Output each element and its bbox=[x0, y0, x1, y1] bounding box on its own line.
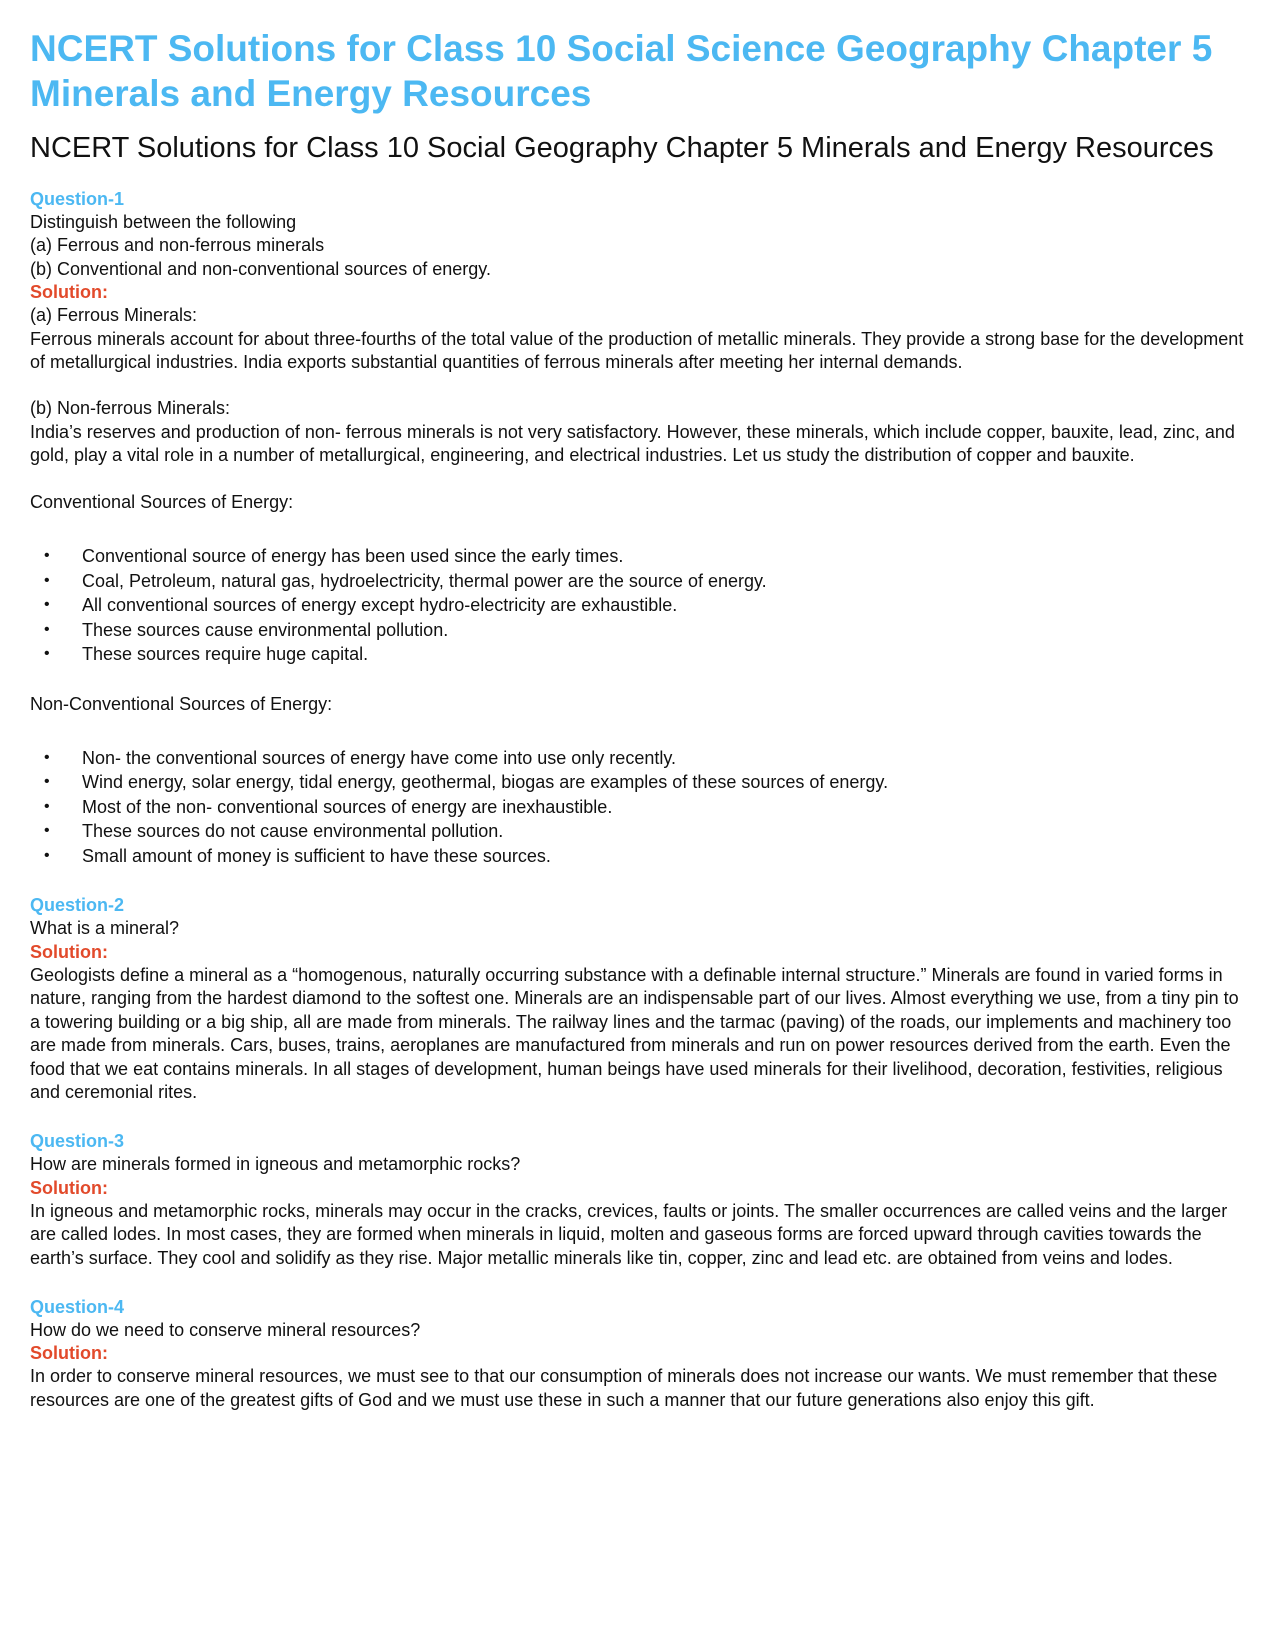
list-item: • Wind energy, solar energy, tidal energy, geothermal, biogas are examples of these sources of energy. bbox=[82, 770, 1245, 795]
conventional-list bbox=[30, 544, 1245, 667]
solution-label: Solution: bbox=[30, 1177, 108, 1198]
question-label: Question-1 bbox=[30, 189, 125, 209]
subheading: (b) Non-ferrous Minerals: bbox=[30, 398, 231, 419]
question-text: How do we need to conserve mineral resources? bbox=[30, 1319, 421, 1340]
question-3 bbox=[30, 1130, 1245, 1270]
non-conventional-list bbox=[30, 746, 1245, 869]
list-item: • Non- the conventional sources of energy have come into use only recently. bbox=[82, 746, 1245, 771]
list-item: • Coal, Petroleum, natural gas, hydroelectricity, thermal power are the source of energy. bbox=[82, 569, 1245, 594]
list-item: • All conventional sources of energy except hydro-electricity are exhaustible. bbox=[82, 593, 1245, 618]
list-item: • These sources cause environmental pollution. bbox=[82, 618, 1245, 643]
question-text: (a) Ferrous and non-ferrous minerals bbox=[30, 235, 325, 256]
question-text: (b) Conventional and non-conventional sources of energy. bbox=[30, 258, 491, 279]
list-item: • These sources require huge capital. bbox=[82, 642, 1245, 667]
question-label: Question-4 bbox=[30, 1296, 125, 1317]
question-label: Question-2 bbox=[30, 895, 125, 916]
subheading: (a) Ferrous Minerals: bbox=[30, 305, 198, 326]
question-1 bbox=[30, 188, 1245, 868]
subheading: Conventional Sources of Energy: bbox=[30, 491, 294, 512]
solution-label: Solution: bbox=[30, 1343, 108, 1364]
list-item: • Conventional source of energy has been used since the early times. bbox=[82, 544, 1245, 569]
answer-text: In order to conserve mineral resources, we must see to that our consumption of minerals does not increase our wants. We must remember that these resources are one of the greatest gifts of God and we must use these in such a manner that our future generations also enjoy this gift. bbox=[30, 1366, 1218, 1410]
page-subtitle: NCERT Solutions for Class 10 Social Geography Chapter 5 Minerals and Energy Resources bbox=[30, 132, 1214, 164]
question-2 bbox=[30, 894, 1245, 1104]
solution-label: Solution: bbox=[30, 282, 108, 303]
subheading: Non-Conventional Sources of Energy: bbox=[30, 693, 333, 714]
question-text: What is a mineral? bbox=[30, 918, 180, 939]
answer-text: In igneous and metamorphic rocks, minerals may occur in the cracks, crevices, faults or joints. The smaller occurrences are called veins and the larger are called lodes. In most cases, they are formed when minerals in liquid, molten and gaseous forms are forced upward through cavities towards the earth’s surface. They cool and solidify as they rise. Major metallic minerals like tin, copper, zinc and lead etc. are obtained from veins and lodes. bbox=[30, 1200, 1228, 1268]
question-text: How are minerals formed in igneous and metamorphic rocks? bbox=[30, 1154, 521, 1175]
list-item: • These sources do not cause environmental pollution. bbox=[82, 819, 1245, 844]
solution-label: Solution: bbox=[30, 941, 108, 962]
list-item: • Small amount of money is sufficient to have these sources. bbox=[82, 844, 1245, 869]
paragraph: India’s reserves and production of non- ferrous minerals is not very satisfactory. However, these minerals, which include copper, bauxite, lead, zinc, and gold, play a vital role in a number of metallurgical, engineering, and electrical industries. Let us study the distribution of copper and bauxite. bbox=[30, 421, 1235, 466]
question-4 bbox=[30, 1296, 1245, 1412]
list-item: • Most of the non- conventional sources of energy are inexhaustible. bbox=[82, 795, 1245, 820]
answer-text: Geologists define a mineral as a “homogenous, naturally occurring substance with a definable internal structure.” Minerals are found in varied forms in nature, ranging from the hardest diamond to the softest one. Minerals are an indispensable part of our lives. Almost everything we use, from a tiny pin to a towering building or a big ship, all are made from minerals. The railway lines and the tarmac (paving) of the roads, our implements and machinery too are made from minerals. Cars, buses, trains, aeroplanes are manufactured from minerals and run on power resources derived from the earth. Even the food that we eat contains minerals. In all stages of development, human beings have used minerals for their livelihood, decoration, festivities, religious and ceremonial rites. bbox=[30, 964, 1239, 1102]
question-label: Question-3 bbox=[30, 1131, 125, 1152]
paragraph: Ferrous minerals account for about three-fourths of the total value of the production of metallic minerals. They provide a strong base for the development of metallurgical industries. India exports substantial quantities of ferrous minerals after meeting her internal demands. bbox=[30, 328, 1244, 373]
question-text: Distinguish between the following bbox=[30, 212, 297, 232]
page-title: NCERT Solutions for Class 10 Social Science Geography Chapter 5 Minerals and Energy Resources bbox=[30, 28, 1213, 114]
